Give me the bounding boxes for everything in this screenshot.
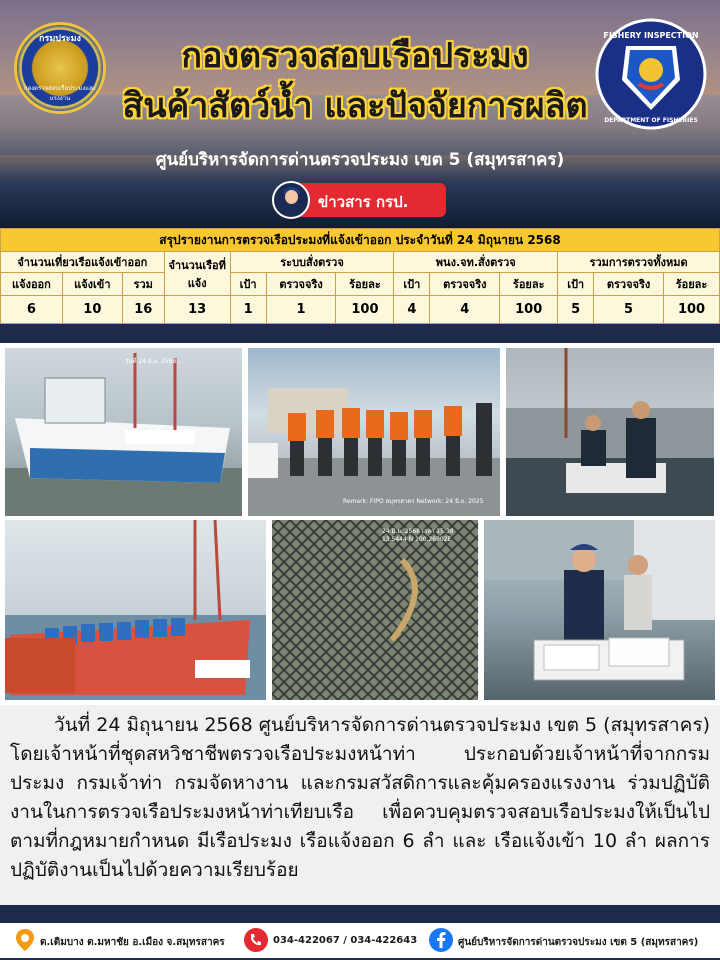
header-official: พนง.จท.สั่งตรวจ: [394, 252, 558, 273]
photo-remark: Remark: FIPO สมุทรสาคร Network: 24 มิ.ย. 2025: [343, 498, 484, 505]
footer: [0, 905, 720, 960]
table-row: [1, 296, 720, 324]
news-badge: [278, 183, 446, 217]
center-subtitle: ศูนย์บริหารจัดการด่านตรวจประมง เขต 5 (สมุทรสาคร): [155, 150, 565, 170]
value-total-percent: 100: [664, 296, 720, 324]
photo-boat-deck: [5, 520, 266, 700]
value-system-percent: 100: [336, 296, 394, 324]
footer-address: ต.เติมบาง ต.มหาชัย อ.เมือง จ.สมุทรสาคร: [40, 937, 225, 948]
value-in: 10: [62, 296, 122, 324]
photo-timestamp: วันที่ 24 มิ.ย. 2568 ...: [125, 358, 184, 365]
header-vessels: จำนวนเรือที่แจ้ง: [164, 252, 230, 296]
news-paragraph: วันที่ 24 มิถุนายน 2568 ศูนย์บริหารจัดการด่านตรวจประมง เขต 5 (สมุทรสาคร) โดยเจ้าหน้าที่ชุดสหวิชาชีพตรวจเรือประมงหน้าท่า ประกอบด้วยเจ้าหน้าที่จากกรมประมง กรมเจ้าท่า กรมจัดหางาน และกรมสวัสดิการและคุ้มครองแรงงาน ร่วมปฏิบัติงานในการตรวจเรือประมงหน้าท่าเทียบเรือ เพื่อควบคุมตรวจสอบเรือประมงให้เป็นไปตามที่กฎหมายกำหนด มีเรือประมง เรือแจ้งออก 6 ลำ และ เรือแจ้งเข้า 10 ลำ ผลการปฏิบัติงานเป็นไปด้วยความเรียบร้อย: [10, 714, 710, 881]
location-pin-icon: [12, 927, 38, 953]
photo-collage: [0, 343, 720, 705]
photo-fishing-boat-hull: [5, 348, 242, 516]
value-out: 6: [1, 296, 63, 324]
subheader-actual: ตรวจจริง: [266, 273, 336, 296]
photo-document-check: [506, 348, 714, 516]
subheader-in: แจ้งเข้า: [62, 273, 122, 296]
subheader-percent: ร้อยละ: [500, 273, 558, 296]
news-paragraph-box: [0, 705, 720, 905]
news-label: ข่าวสาร กรป.: [318, 193, 409, 211]
subheader-actual: ตรวจจริง: [594, 273, 664, 296]
badge-top-text: FISHERY INSPECTION: [603, 31, 699, 40]
main-title-line1: กองตรวจสอบเรือประมง: [181, 36, 529, 76]
value-total-actual: 5: [594, 296, 664, 324]
value-system-actual: 1: [266, 296, 336, 324]
photo-fishing-net: [272, 520, 478, 700]
fishery-inspection-badge-logo: [592, 18, 710, 130]
header-system: ระบบสั่งตรวจ: [230, 252, 394, 273]
inspection-summary-table: [0, 228, 720, 324]
photo-inspection-team: [248, 348, 500, 516]
seal-top-text: กรมประมง: [39, 34, 81, 44]
phone-icon[interactable]: [243, 927, 269, 953]
photo-officer-forms: [484, 520, 715, 700]
subheader-out: แจ้งออก: [1, 273, 63, 296]
badge-bottom-text: DEPARTMENT OF FISHERIES: [604, 117, 698, 124]
value-official-target: 4: [394, 296, 430, 324]
department-seal-logo: [14, 22, 106, 114]
header-total: รวมการตรวจทั้งหมด: [558, 252, 720, 273]
subheader-percent: ร้อยละ: [336, 273, 394, 296]
footer-facebook-page[interactable]: ศูนย์บริหารจัดการด่านตรวจประมง เขต 5 (สมุทรสาคร): [458, 937, 699, 948]
footer-phone[interactable]: 034-422067 / 034-422643: [273, 935, 418, 946]
header-banner: [0, 0, 720, 228]
subheader-target: เป้า: [394, 273, 430, 296]
value-official-actual: 4: [430, 296, 500, 324]
value-system-target: 1: [230, 296, 266, 324]
subheader-target: เป้า: [558, 273, 594, 296]
header-trips: จำนวนเที่ยวเรือแจ้งเข้าออก: [1, 252, 165, 273]
subheader-percent: ร้อยละ: [664, 273, 720, 296]
facebook-icon[interactable]: [428, 927, 454, 953]
subheader-target: เป้า: [230, 273, 266, 296]
subheader-sum: รวม: [122, 273, 164, 296]
officer-avatar-icon: [272, 181, 310, 219]
subheader-actual: ตรวจจริง: [430, 273, 500, 296]
main-title-line2: สินค้าสัตว์น้ำ และปัจจัยการผลิต: [122, 86, 588, 126]
value-vessels: 13: [164, 296, 230, 324]
value-total-target: 5: [558, 296, 594, 324]
table-title: สรุปรายงานการตรวจเรือประมงที่แจ้งเข้าออก ประจำวันที่ 24 มิถุนายน 2568: [1, 229, 720, 252]
value-official-percent: 100: [500, 296, 558, 324]
seal-bottom-text: กองตรวจสอบเรือประมงและแรงงาน: [23, 85, 97, 102]
photo-gps-stamp: 24 มิ.ย. 2568 เวลา 15:38 13.5444 N 100.26902E: [382, 528, 454, 543]
value-sum: 16: [122, 296, 164, 324]
